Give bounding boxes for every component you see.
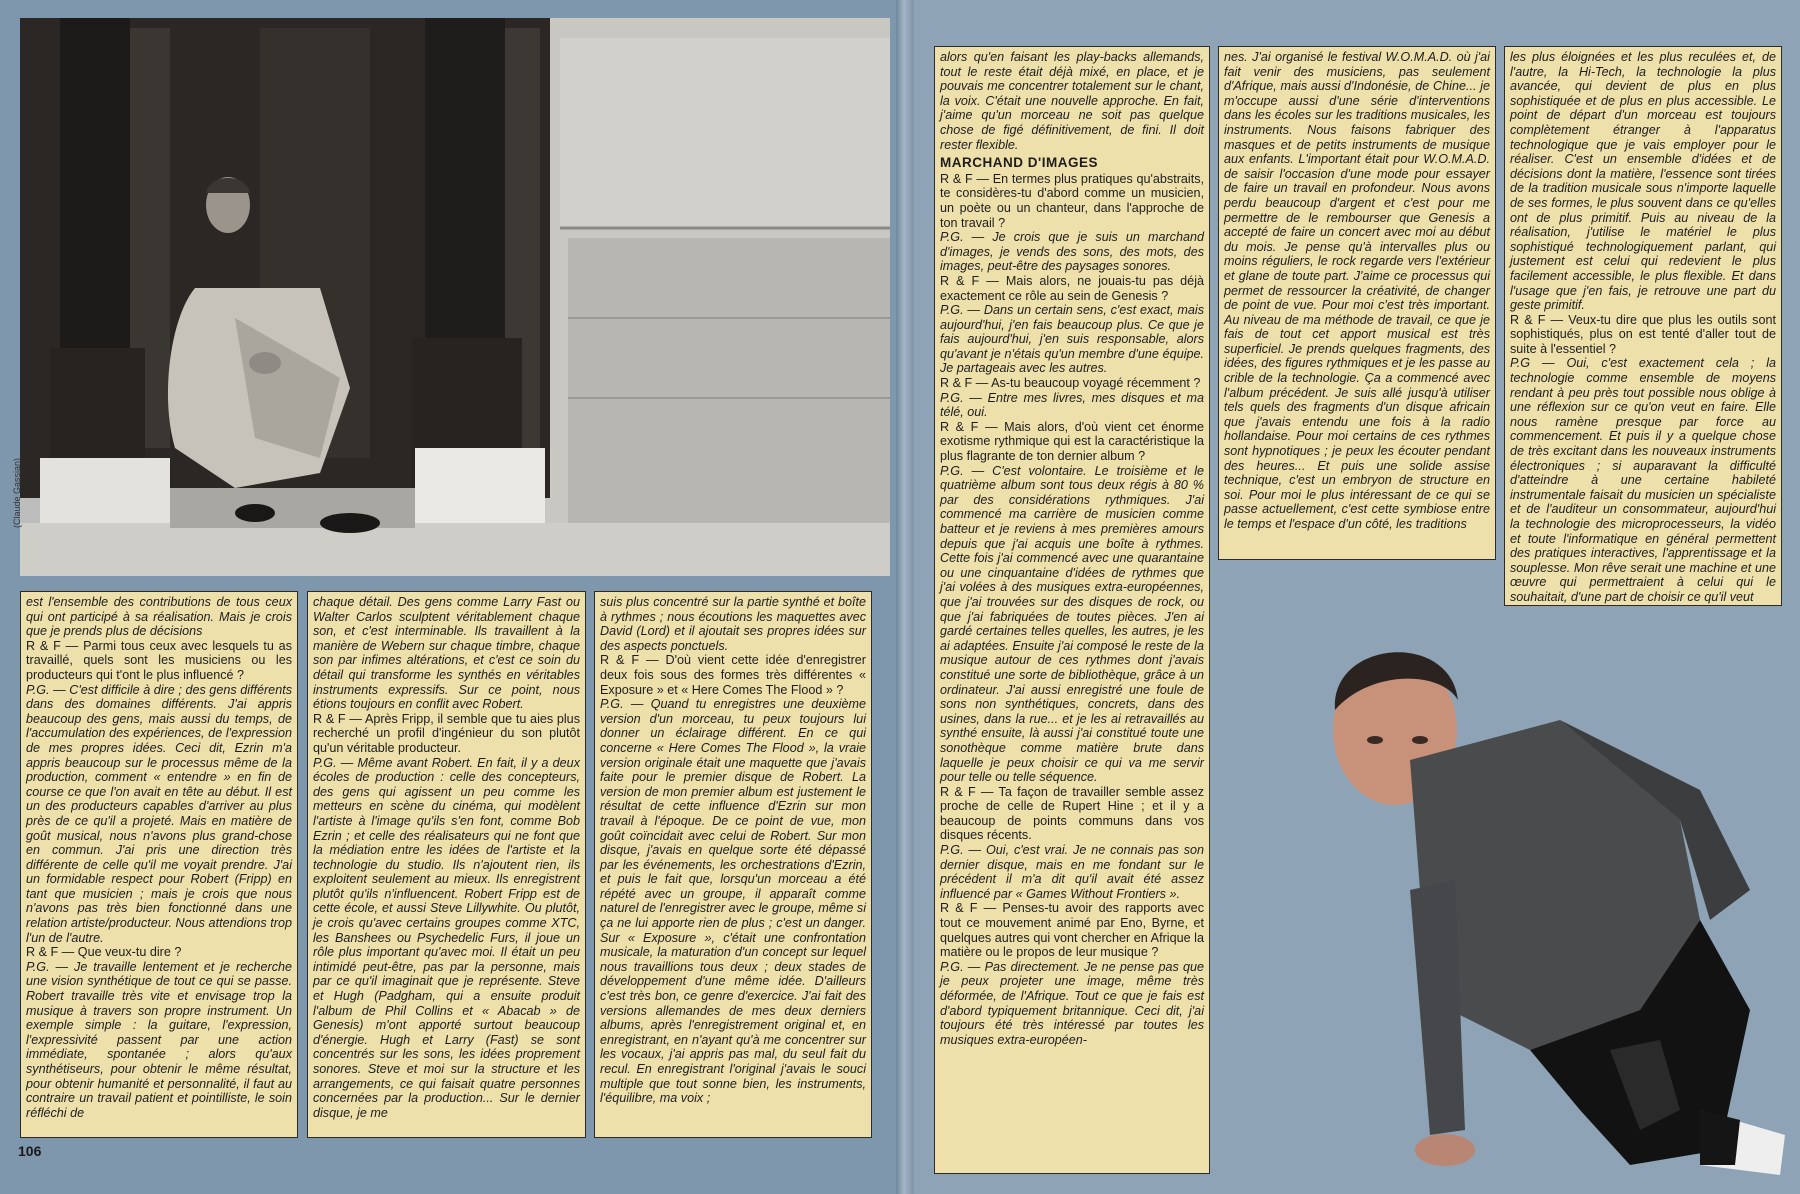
text-column-1 — [20, 591, 298, 1138]
interview-question: R & F — Veux-tu dire que plus les outils sont sophistiqués, plus on est tenté d'aller tout de suite à l'essentiel ? — [1510, 312, 1776, 356]
interview-answer: est l'ensemble des contributions de tous ceux qui ont participé à sa réalisation. Mais je crois que je prends plus de décisions — [26, 595, 292, 639]
interview-answer: nes. J'ai organisé le festival W.O.M.A.D. où j'ai fait venir des musiciens, pas seulement d'Afrique, mais aussi d'Indonésie, de Chine... je m'occupe aussi d'une série d'interventions dans les écoles sur les traditions musicales, les instruments. Nous faisons fabriquer des masques et de petits instruments de musique aux enfants. L'important était pour W.O.M.A.D. de saisir l'occasion d'une mode pour essayer de faire un travail en profondeur. Nous avons perdu beaucoup d'argent et c'est pour me permettre de le rembourser que Genesis a accepté de faire un concert avec moi au début du mois. Je pense qu'à intervalles plus ou moins réguliers, le rock regarde vers l'extérieur et glane de toute part. J'aime ce processus qui permet de ressourcer la créativité, de changer de point de vue. Pour moi c'est très important. Au niveau de ma méthode de travail, ce que je fais de tout cet apport musical est très superficiel. Je prends quelques fragments, des idées, des figures rythmiques et je les passe au crible de la technologie. Ça a commencé avec l'album précédent. Je suis allé jusqu'à utiliser tels quels des fragments d'un disque africain que j'avais entendu une fois à la radio hollandaise. Pour moi certains de ces rythmes sont hypnotiques ; je peux les écouter pendant des heures... Et puis une solide assise technique, c'est un embryon de structure en soi. Pour moi le plus intéressant de ce qui se passe actuellement, c'est cette symbiose entre le temps et l'espace d'un côté, les traditions — [1224, 50, 1490, 531]
interview-answer: chaque détail. Des gens comme Larry Fast ou Walter Carlos sculptent véritablement chaque son, et c'est interminable. Ils travaillent à la manière de Webern sur chaque timbre, chaque son par infimes altérations, et c'est ce soin du détail qui transforme les synthés en véritables instruments expressifs. Sur ce point, nous étions toujours en conflit avec Robert. — [313, 595, 580, 712]
page-number: 106 — [18, 1143, 42, 1159]
photo-crouching-portrait — [1280, 590, 1800, 1194]
interview-question: R & F — Penses-tu avoir des rapports avec tout ce mouvement animé par Eno, Byrne, et quelques autres qui vont chercher en Afrique la matière ou le propos de leur musique ? — [940, 901, 1204, 960]
interview-question: R & F — Après Fripp, il semble que tu aies plus recherché un profil d'ingénieur du son plutôt qu'un véritable producteur. — [313, 711, 580, 755]
interview-answer: P.G. — Pas directement. Je ne pense pas que je peux projeter une image, même très déformée, de l'Afrique. Tout ce que je fais est d'abord typiquement britannique. Ceci dit, j'ai toujours été très intéressé par toutes les musiques extra-européen- — [940, 959, 1204, 1047]
interview-answer: P.G — Oui, c'est exactement cela ; la technologie comme ensemble de moyens rendant à peu près tout possible nous oblige à une réflexion sur ce qu'on veut en faire. Elle nous ramène presque par force au commencement. Et puis il y a quelque chose de très excitant dans les nouveaux instruments électroniques ; si auparavant la difficulté d'atteindre à une certaine habileté instrumentale faisait du musicien un spécialiste et de l'auditeur un consommateur, aujourd'hui la technologie des microprocesseurs, la vidéo et toute l'informatique en général permettent des pratiques interactives, l'apprentissage et la souplesse. Mon rêve serait une machine et une œuvre qui permettraient à celui qui le souhaitait, d'une part de choisir ce qu'il veut — [1510, 356, 1776, 604]
interview-answer: P.G. — C'est difficile à dire ; des gens différents dans des domaines différents. J'ai appris beaucoup des gens, mais aussi du temps, de l'accumulation des expériences, de l'expression de mes propres idées. Ceci dit, Ezrin m'a appris beaucoup sur le processus même de la production, comment « entendre » en fin de course ce que l'on avait en tête au début. Il est un des producteurs capables d'arriver au plus près de ce qu'il a projeté. Mais en matière de goût musical, nous n'avons plus grand-chose en commun. J'ai pris une direction très différente de celle qu'il me voyait prendre. J'ai un formidable respect pour Robert (Fripp) en tant que musicien ; mais je crois que nous n'avons pas très bien fonctionné dans une relation artiste/producteur. Nous attendions trop l'un de l'autre. — [26, 682, 292, 945]
interview-answer: P.G. — Entre mes livres, mes disques et ma télé, oui. — [940, 390, 1204, 420]
interview-answer: P.G. — C'est volontaire. Le troisième et le quatrième album sont tous deux régis à 80 % par des considérations rythmiques. J'ai commencé ma carrière de musicien comme batteur et je reviens à mes premières amours depuis que j'ai acquis une boîte à rythmes. Cette fois j'ai commencé avec une quarantaine ou une cinquantaine d'idées de rythmes que j'ai volées à des musiques extra-européennes, que j'ai trouvées sur des disques de rock, ou que j'ai fabriquées de toutes pièces. J'en ai gardé certaines telles quelles, les autres, je les ai adaptées. Ensuite j'ai composé le reste de la musique autour de ces rythmes dont j'avais constitué une sorte de bibliothèque, grâce à un ordinateur. J'ai aussi enregistré une foule de sons non synthétiques, concrets, dans des usines, dans la rue... et je les ai retravaillés au synthé ensuite, là aussi j'ai constitué toute une sonothèque comme matière brute dans laquelle je peux choisir ce qui va me servir pour telle ou telle séquence. — [940, 463, 1204, 785]
interview-question: R & F — Que veux-tu dire ? — [26, 945, 182, 960]
interview-answer: P.G. — Même avant Robert. En fait, il y a deux écoles de production : celle des concepteurs, des gens qui agissent un peu comme les metteurs en scène du cinéma, qui modèlent l'artiste à l'image qu'ils s'en font, comme Bob Ezrin ; et celle des réalisateurs qui ne font que la médiation entre les idées de l'artiste et la technologie du studio. Ils n'ajoutent rien, ils exploitent seulement au mieux. Ils enregistrent plutôt qu'ils n'influencent. Robert Fripp est de cette école, et aussi Steve Lillywhite. Ou plutôt, je crois qu'avec certains groupes comme XTC, les Banshees ou Psychedelic Furs, il joue un rôle plus important qu'avec moi. Il était un peu intimidé peut-être, pas par la personne, mais par ce qu'il imaginait que je représente. Steve et Hugh (Padgham, qui a ensuite produit l'album de Phil Collins et « Abacab » de Genesis) m'ont apporté surtout beaucoup d'énergie. Hugh et Larry (Fast) se sont concentrés sur les sons, les idées proprement sonores. Steve et moi sur la structure et les arrangements, ce qui faisait quatre personnes concernées par la production... Sur le dernier disque, je me — [313, 755, 580, 1120]
text-column-4 — [934, 46, 1210, 1174]
interview-question: R & F — D'où vient cette idée d'enregistrer deux fois sous des formes très différentes « Exposure » et « Here Comes The Flood » ? — [600, 653, 866, 697]
interview-question: R & F — Parmi tous ceux avec lesquels tu as travaillé, quels sont les musiciens ou les producteurs qui t'ont le plus influencé ? — [26, 638, 292, 682]
photo-credit: (Claude Gassian) — [12, 457, 23, 529]
interview-answer: P.G. — Dans un certain sens, c'est exact, mais aujourd'hui, j'en fais beaucoup plus. Ce que je fais aujourd'hui, j'en suis responsable, alors qu'avant je n'étais qu'un membre d'une équipe. Je partageais avec les autres. — [940, 303, 1204, 376]
interview-question: R & F — En termes plus pratiques qu'abstraits, te considères-tu d'abord comme un musicien, un poète ou un chanteur, dans l'approche de ton travail ? — [940, 171, 1204, 230]
interview-answer: alors qu'en faisant les play-backs allemands, tout le reste était déjà mixé, en place, et je pouvais me concentrer totalement sur le chant, la voix. C'était une nouvelle approche. En fait, j'aime qu'un morceau ne soit pas quelque chose de figé définitivement, de fini. Il doit rester flexible. — [940, 50, 1204, 152]
section-heading: MARCHAND D'IMAGES — [940, 155, 1098, 171]
interview-answer: les plus éloignées et les plus reculées et, de l'autre, la Hi-Tech, la technologie la plus avancée, qui devient de plus en plus sophistiquée et de plus en plus accessible. Le point de départ d'un morceau est toujours complètement étranger à l'apparatus technologique que je vais employer pour le réaliser. C'est un ensemble d'idées et de décisions dont la matière, l'essence sont tirées de la tradition musicale sous n'importe laquelle de ses formes, le plus souvent dans ce qu'elles ont de plus primitif. Puis au niveau de la réalisation, j'utilise le matériel le plus sophistiqué technologiquement parlant, qui justement est celui qui redevient le plus facilement accessible, le plus flexible. Et dans l'usage que j'en fais, je retrouve une part du geste primitif. — [1510, 50, 1776, 313]
interview-question: R & F — Ta façon de travailler semble assez proche de celle de Rupert Hine ; et il y a beaucoup de points communs dans vos disques récents. — [940, 784, 1204, 843]
interview-answer: P.G. — Je crois que je suis un marchand d'images, je vends des sons, des mots, des images, peut-être des paysages sonores. — [940, 230, 1204, 274]
text-column-5 — [1218, 46, 1496, 560]
photo-doorway-portrait — [12, 18, 890, 576]
interview-answer: P.G. — Quand tu enregistres une deuxième version d'un morceau, tu peux toujours lui donner un éclairage différent. En ce qui concerne « Here Comes The Flood », la vraie version originale était une maquette que j'avais faite pour le premier disque de Robert. La version de mon premier album est justement le résultat de cette influence d'Ezrin sur mon travail à l'époque. De ce point de vue, mon goût coïncidait avec celui de Robert. Sur mon disque, j'avais en quelque sorte été dépassé par les événements, les orchestrations d'Ezrin, et puis le fait que, lorsqu'un morceau a été répété avec un groupe, il apparaît comme naturel de l'enregistrer avec le groupe, même si ça ne lui apporte rien de plus ; c'est un danger. Sur « Exposure », c'était une confrontation musicale, la maturation d'un concept sur lequel nous travaillions tous deux ; deux stades de développement d'une même idée. D'ailleurs c'est très bon, ce genre d'exercice. J'ai fait des versions allemandes de mes deux derniers albums, après l'enregistrement original et, en enregistrant, en n'ayant qu'à me concentrer sur les vocaux, j'ai appris pas mal, du seul fait du recul. En enregistrant l'original j'avais le souci multiple que tout sonne bien, les instruments, l'équilibre, ma voix ; — [600, 697, 866, 1106]
page-gutter — [896, 0, 914, 1194]
interview-answer: P.G. — Oui, c'est vrai. Je ne connais pas son dernier disque, mais en me fondant sur le précédent il m'a dit qu'il avait été assez influencé par « Games Without Frontiers ». — [940, 843, 1204, 901]
interview-question: R & F — Mais alors, d'où vient cet énorme exotisme rythmique qui est la caractéristique la plus flagrante de ton dernier album ? — [940, 419, 1204, 464]
interview-answer: suis plus concentré sur la partie synthé et boîte à rythmes ; nous écoutions les maquettes avec David (Lord) et il ajoutait ses propres idées sur des aspects ponctuels. — [600, 595, 866, 653]
interview-question: R & F — Mais alors, ne jouais-tu pas déjà exactement ce rôle au sein de Genesis ? — [940, 273, 1204, 303]
interview-answer: P.G. — Je travaille lentement et je recherche une vision synthétique de tout ce qui se passe. Robert travaille très vite et envisage trop la musique à travers son propre instrument. Un exemple simple : la guitare, l'expression, l'expressivité passent par une action immédiate, spontanée ; alors qu'aux synthétiseurs, pour obtenir le même résultat, pour obtenir humanité et personnalité, il faut au contraire un travail patient et pointilliste, le soin réfléchi de — [26, 959, 292, 1120]
interview-question: R & F — As-tu beaucoup voyagé récemment ? — [940, 376, 1201, 391]
text-column-3 — [594, 591, 872, 1138]
text-column-6 — [1504, 46, 1782, 606]
text-column-2 — [307, 591, 586, 1138]
